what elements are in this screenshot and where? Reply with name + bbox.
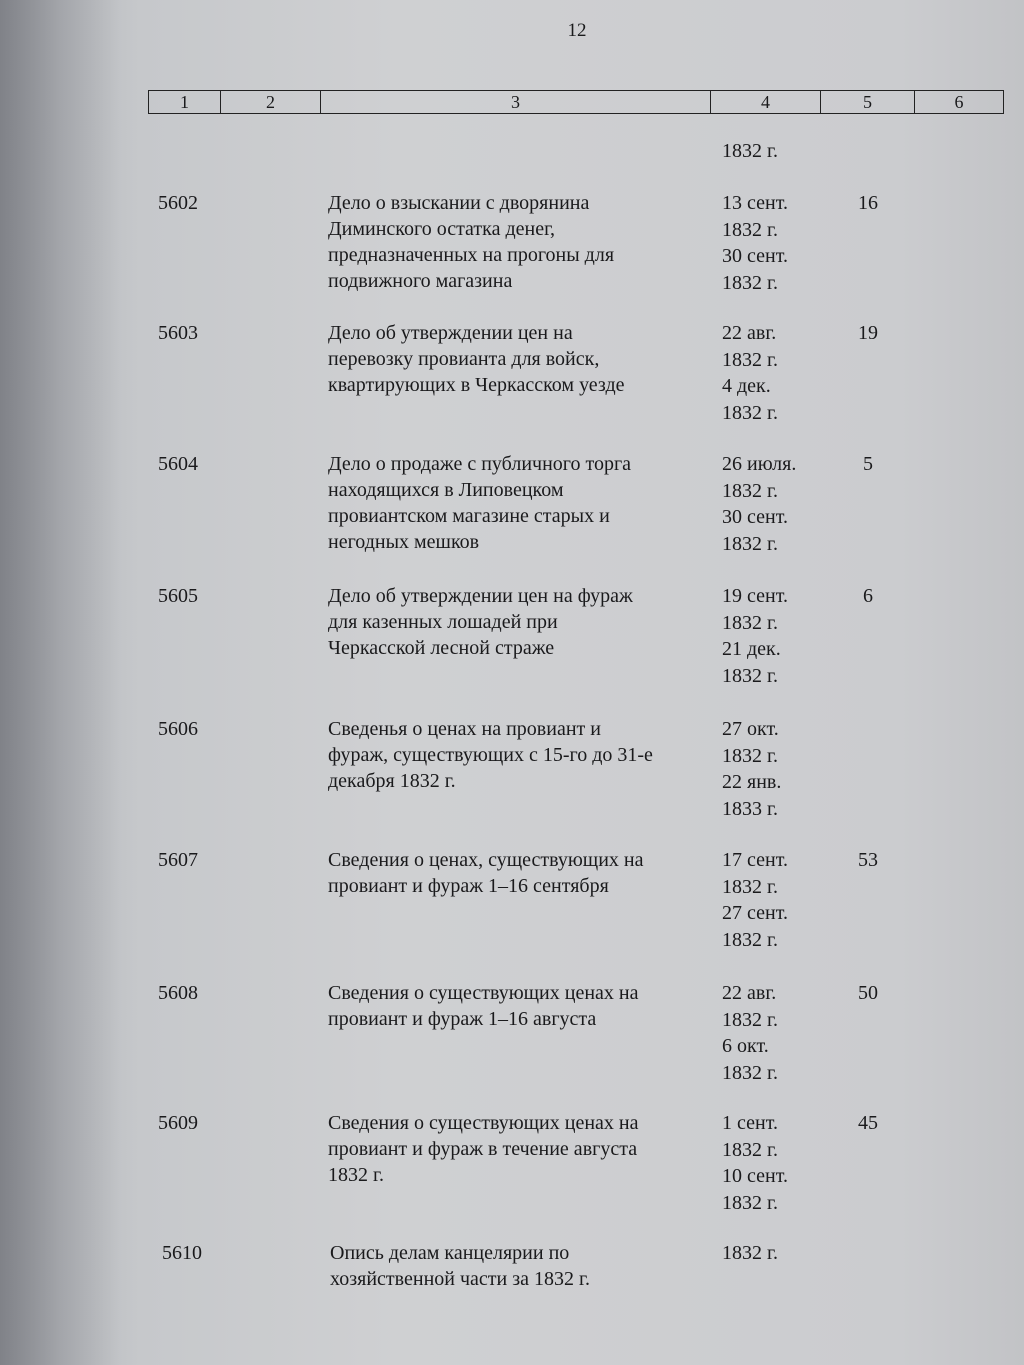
date-line: 13 сент. [722,192,788,214]
entry-title: Сведения о существующих ценах на провиант и фураж 1–16 августа [328,982,639,1030]
entry-number: 5604 [158,453,198,475]
date-line: 1832 г. [722,1061,778,1084]
column-header-6: 6 [954,92,964,112]
entry-title: Дело об утверждении цен на перевозку провианта для войск, квартирующих в Черкасском уезде [328,322,625,396]
date-line: 1832 г. [722,1138,778,1161]
column-header-1: 1 [149,91,221,113]
page-number: 12 [567,20,587,41]
column-header-5: 5 [821,91,915,113]
date-line: 22 янв. [722,771,782,793]
entry-sheets: 5 [863,453,873,475]
date-line: 1832 г. [722,875,778,898]
entry-dates [722,190,832,296]
date-line: 1832 г. [722,744,778,767]
date-line: 6 окт. [722,1035,769,1057]
entry-sheets: 19 [858,322,878,344]
entry-title: Дело об утверждении цен на фураж для казенных лошадей при Черкасской лесной страже [328,585,633,659]
column-header-2: 2 [221,91,321,113]
date-line: 1832 г. [722,928,778,951]
entry-number: 5605 [158,585,198,607]
entry-title: Сведенья о ценах на провиант и фураж, существующих с 15-го до 31-е декабря 1832 г. [328,718,653,792]
entry-number: 5607 [158,849,198,871]
entry-title: Дело о взыскании с дворянина Диминского остатка денег, предназначенных на прогоны для подвижного магазина [328,192,615,292]
date-line: 1832 г. [722,611,778,634]
date-line: 30 сент. [722,245,788,267]
date-line: 1 сент. [722,1112,778,1134]
date-line: 22 авг. [722,982,777,1004]
entry-title: Дело о продаже с публичного торга находящихся в Липовецком провиантском магазине старых и негодных мешков [328,453,632,553]
binding-shadow [0,0,120,1365]
entry-dates [722,583,832,689]
entry-sheets: 6 [863,585,873,607]
date-line: 4 дек. [722,375,771,397]
date-line: 1832 г. [722,401,778,424]
entry-sheets: 53 [858,849,878,871]
entry-sheets: 50 [858,982,878,1004]
entry-dates [722,847,832,953]
column-header-4: 4 [711,91,821,113]
date-line: 1832 г. [722,1242,778,1264]
date-line: 1832 г. [722,348,778,371]
entry-title: Опись делам канцелярии по хозяйственной части за 1832 г. [330,1242,590,1290]
entry-number: 5603 [158,322,198,344]
entry-number: 5610 [162,1242,202,1264]
date-line: 1832 г. [722,664,778,687]
entry-sheets: 45 [858,1112,878,1134]
date-line: 1833 г. [722,797,778,820]
column-header-row [148,90,1004,114]
date-line: 17 сент. [722,849,788,871]
entry-dates [722,980,832,1086]
entry-dates [722,1110,832,1216]
date-line: 21 дек. [722,638,781,660]
date-line: 10 сент. [722,1165,788,1187]
entry-number: 5602 [158,192,198,214]
entry-dates [722,716,832,822]
entry-title: Сведения о ценах, существующих на провиант и фураж 1–16 сентября [328,849,644,897]
entry-number: 5608 [158,982,198,1004]
entry-dates [722,320,832,426]
carryover-date: 1832 г. [722,140,778,162]
entry-number: 5609 [158,1112,198,1134]
date-line: 27 окт. [722,718,779,740]
date-line: 1832 г. [722,1191,778,1214]
date-line: 30 сент. [722,506,788,528]
date-line: 19 сент. [722,585,788,607]
column-header-3: 3 [321,91,711,113]
date-line: 1832 г. [722,532,778,555]
date-line: 1832 г. [722,1008,778,1031]
entry-dates [722,1240,832,1267]
date-line: 27 сент. [722,902,788,924]
entry-dates [722,451,832,557]
date-line: 1832 г. [722,271,778,294]
date-line: 1832 г. [722,218,778,241]
date-line: 22 авг. [722,322,777,344]
date-line: 26 июля. [722,453,797,475]
entry-number: 5606 [158,718,198,740]
entry-title: Сведения о существующих ценах на провиант и фураж в течение августа 1832 г. [328,1112,639,1186]
entry-sheets: 16 [858,192,878,214]
date-line: 1832 г. [722,479,778,502]
